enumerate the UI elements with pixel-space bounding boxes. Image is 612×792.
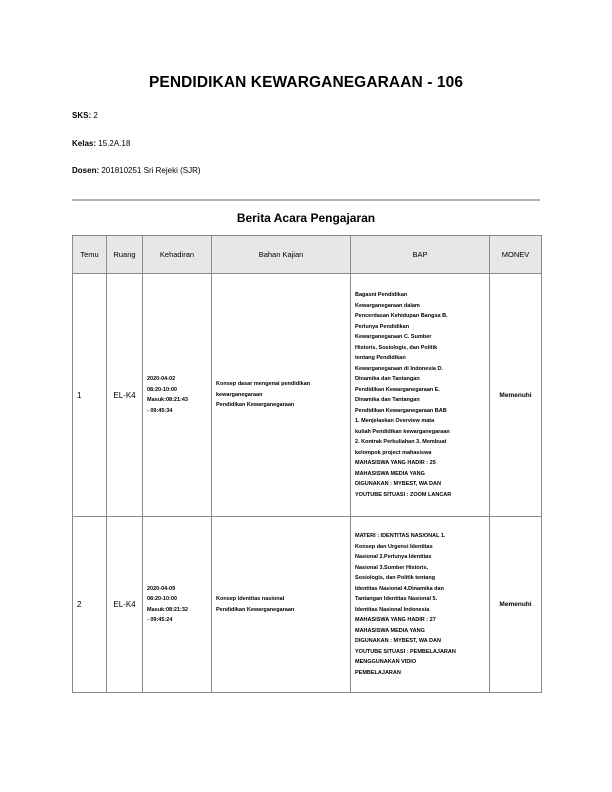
bap-line: Pendidikan Kewarganegaraan E. [355, 386, 440, 393]
cell-temu: 2 [73, 517, 107, 693]
dosen-label: Dosen: [72, 166, 100, 175]
header-bap: BAP [351, 236, 490, 274]
kajian-line: Konsep dasar mengenai pendidikan [216, 381, 311, 388]
header-monev: MONEV [490, 236, 542, 274]
bap-line: Pendidikan Kewarganegaraan BAB [355, 407, 447, 414]
kehadiran-line: - 09:45:34 [147, 407, 173, 414]
bap-line: Kewarganegaraan C. Sumber [355, 334, 432, 340]
bap-line: Konsep dan Urgensi Identitas [355, 543, 433, 550]
bap-line: Historis, Sosiologis, dan Politik [355, 344, 438, 351]
kajian-line: kewarganegaraan [216, 391, 263, 398]
table-header-row [73, 236, 542, 274]
cell-bahan-kajian [212, 517, 351, 693]
cell-ruang: EL-K4 [107, 517, 143, 693]
header-ruang: Ruang [107, 236, 143, 274]
dosen-value: 201810251 Sri Rejeki (SJR) [101, 166, 201, 175]
bap-line: 1. Menjelaskan Overview mata [355, 418, 435, 424]
bap-line: DIGUNAKAN : MYBEST, WA DAN [355, 638, 441, 644]
cell-monev: Memenuhi [490, 274, 542, 517]
kelas-label: Kelas: [72, 139, 97, 148]
bap-line: MAHASISWA MEDIA YANG [355, 470, 425, 477]
bap-line: Nasional 3.Sumber Historis, [355, 564, 429, 571]
bap-line: DIGUNAKAN : MYBEST, WA DAN [355, 481, 441, 487]
dosen-info [72, 166, 201, 175]
bap-line: MENGGUNAKAN VIDIO [355, 659, 417, 665]
cell-kehadiran [143, 274, 212, 517]
sks-value: 2 [93, 111, 98, 120]
bap-line: kuliah Pendidikan kewarganegaraan [355, 428, 450, 435]
cell-bap [351, 274, 490, 517]
bap-line: MAHASISWA MEDIA YANG [355, 627, 425, 634]
bap-line: Kewarganegaraan di Indonesia D. [355, 365, 444, 372]
kajian-line: Konsep identitas nasional [216, 596, 285, 602]
bap-line: Kewarganegaraan dalam [355, 302, 420, 309]
cell-bap [351, 517, 490, 693]
bap-line: Pencerdasan Kehidupan Bangsa B. [355, 313, 448, 319]
bap-line: Identitas Nasional 4.Dinamika dan [355, 585, 444, 592]
cell-monev: Memenuhi [490, 517, 542, 693]
cell-bahan-kajian [212, 274, 351, 517]
header-kehadiran: Kehadiran [143, 236, 212, 274]
header-bahan-kajian: Bahan Kajian [212, 236, 351, 274]
bap-line: Dinamika dan Tantangan [355, 397, 420, 403]
cell-temu: 1 [73, 274, 107, 517]
bap-line: PEMBELAJARAN [355, 669, 401, 676]
bap-line: tentang Pendidikan [355, 355, 406, 361]
bap-line: MAHASISWA YANG HADIR : 27 [355, 617, 436, 623]
kehadiran-line: Masuk:08:21:43 [147, 397, 188, 403]
bap-line: MAHASISWA YANG HADIR : 25 [355, 460, 436, 466]
kehadiran-line: 2020-04-09 [147, 585, 176, 592]
cell-kehadiran [143, 517, 212, 693]
sks-info [72, 111, 98, 120]
kehadiran-line: 2020-04-02 [147, 376, 176, 382]
kehadiran-line: Masuk:08:21:32 [147, 606, 188, 613]
cell-ruang: EL-K4 [107, 274, 143, 517]
kelas-info [72, 139, 130, 148]
header-temu: Temu [73, 236, 107, 274]
divider [72, 199, 540, 201]
kajian-line: Pendidikan Kewarganegaraan [216, 402, 295, 409]
bap-line: Bagasni Pendidikan [355, 292, 408, 298]
bap-line: 2. Kontrak Perkuliahan 3. Membuat [355, 439, 447, 445]
sks-label: SKS: [72, 111, 92, 120]
bap-line: MATERI : IDENTITAS NASIONAL 1. [355, 533, 446, 539]
section-title: Berita Acara Pengajaran [236, 211, 376, 225]
kehadiran-line: 08:20-10:00 [147, 596, 177, 602]
bap-line: YOUTUBE SITUASI : PEMBELAJARAN [355, 648, 456, 655]
bap-table [72, 235, 542, 693]
bap-line: Dinamika dan Tantangan [355, 376, 420, 382]
kelas-value: 15.2A.18 [98, 139, 131, 148]
table-row [73, 274, 542, 517]
bap-line: Nasional 2.Perlunya Identitas [355, 554, 432, 560]
bap-line: Tantangan Identitas Nasional 5. [355, 596, 438, 602]
course-title: PENDIDIKAN KEWARGANEGARAAN - 106 [148, 74, 464, 91]
table-row [73, 517, 542, 693]
kajian-line: Pendidikan Kewarganegaraan [216, 606, 295, 613]
bap-line: Identitas Nasional Indonesia [355, 606, 430, 613]
kehadiran-line: 08:20-10:00 [147, 386, 177, 393]
bap-line: YOUTUBE SITUASI : ZOOM LANCAR [355, 491, 452, 498]
bap-line: Sosiologis, dan Politik tentang [355, 575, 436, 581]
bap-line: Perlunya Pendidikan [355, 323, 410, 330]
kehadiran-line: - 09:45:24 [147, 617, 173, 623]
bap-line: kelompok project mahasiswa [355, 449, 432, 456]
